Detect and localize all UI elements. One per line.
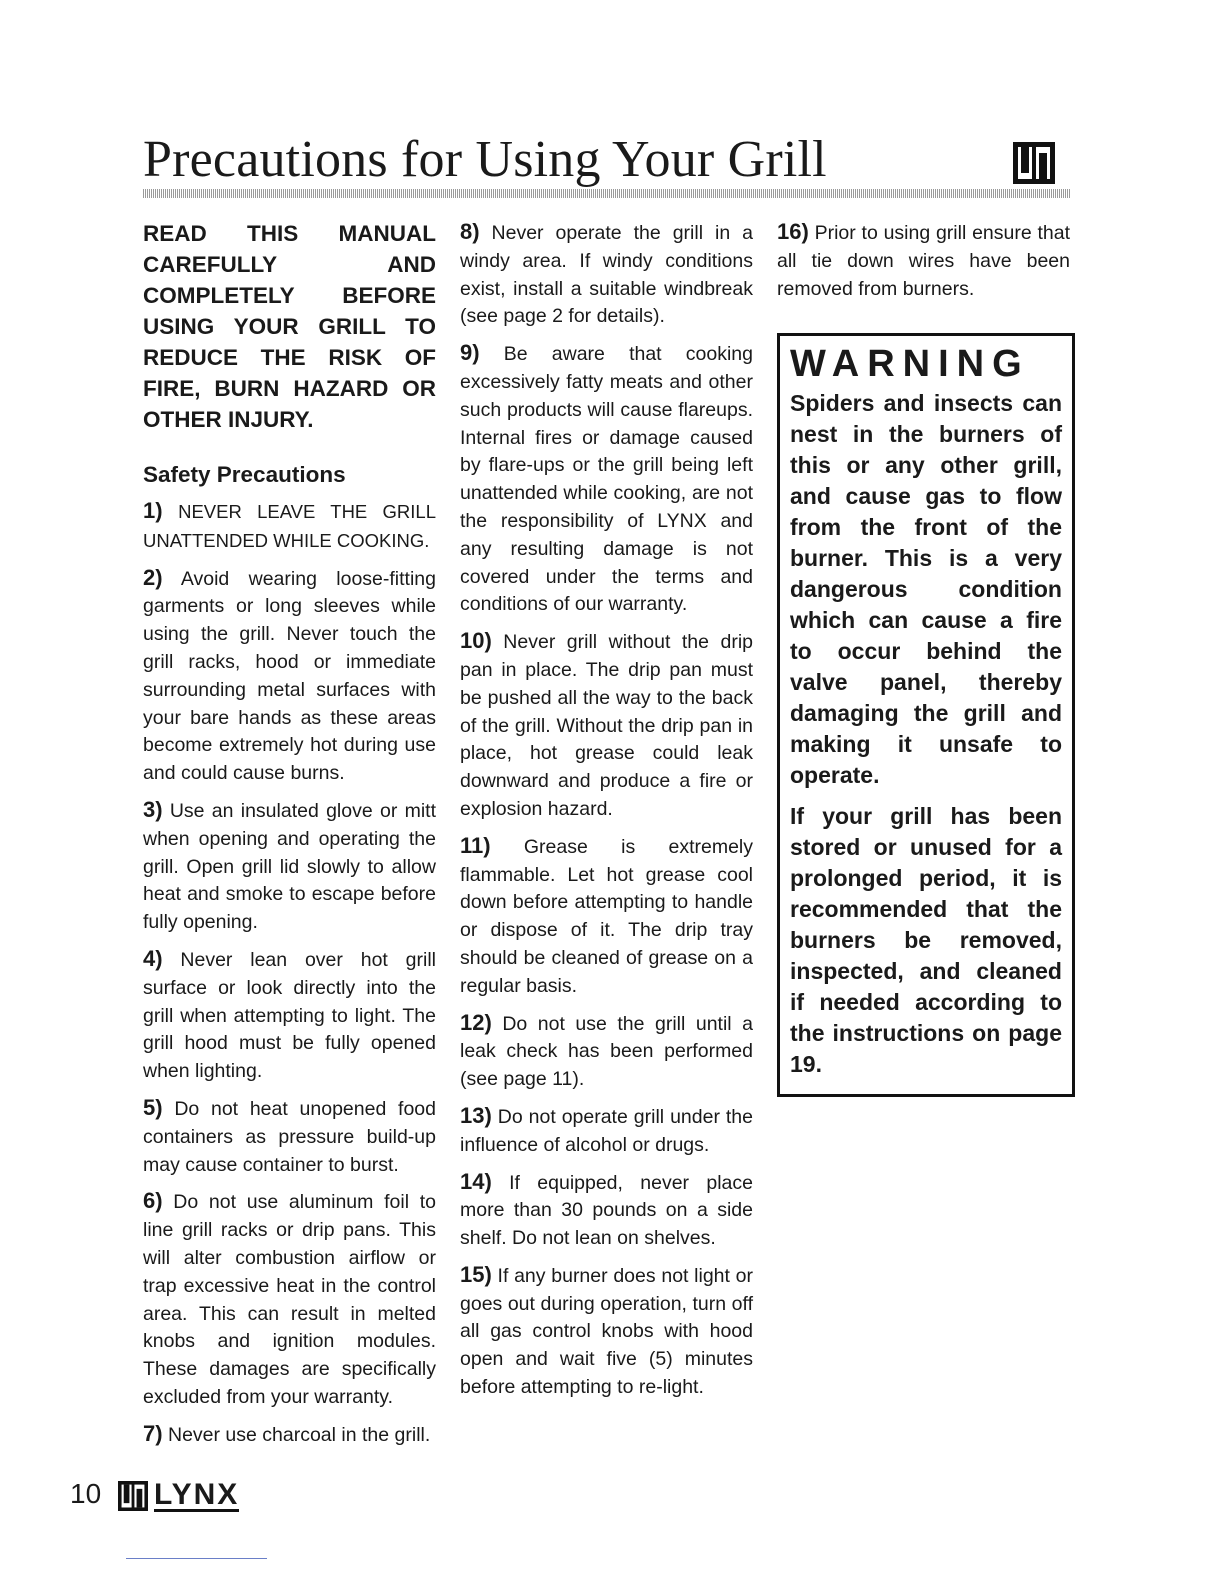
- title-divider: [143, 189, 1071, 198]
- precaution-item: 15) If any burner does not light or goes out during operation, turn off all gas control knobs with hood open and wait five (5) minutes before attempting to re-light.: [460, 1261, 754, 1399]
- precaution-item: 6) Do not use aluminum foil to line grill racks or drip pans. This will alter combustion airflow or trap excessive heat in the control area. This can result in melted knobs and ignition modules. These damages are specifically excluded from your warranty.: [143, 1188, 436, 1408]
- column-left: [143, 218, 436, 1458]
- lynx-logo-icon: [118, 1481, 148, 1511]
- section-heading: Safety Precautions: [143, 462, 346, 487]
- page-number: 10: [70, 1478, 102, 1509]
- precaution-item: 8) Never operate the grill in a windy area. If windy conditions exist, install a suitable windbreak (see page 2 for details).: [460, 219, 753, 328]
- precaution-item: 9) Be aware that cooking excessively fatty meats and other such products will cause flareups. Internal fires or damage caused by flare-ups or the grill being left unattended while cooking, are not the responsibility of LYNX and any resulting damage is not covered under the terms and conditions of our warranty.: [460, 340, 753, 616]
- warning-paragraph: Spiders and insects can nest in the burners of this or any other grill, and cause gas to flow from the front of the burner. This is a very dangerous condition which can cause a fire to occur behind the valve panel, thereby damaging the grill and making it unsafe to operate.: [790, 390, 1062, 789]
- precaution-item: 5) Do not heat unopened food containers as pressure build-up may cause container to burst.: [143, 1094, 436, 1176]
- precaution-item: 4) Never lean over hot grill surface or look directly into the grill when attempting to light. The grill hood must be fully opened when lighting.: [143, 945, 436, 1083]
- precaution-item: 2) Avoid wearing loose-fitting garments or long sleeves while using the grill. Never touch the grill racks, hood or immediate surrounding metal surfaces with your bare hands as these areas become extremely hot during use and could cause burns.: [143, 564, 436, 785]
- column-right: [777, 218, 1070, 1097]
- precaution-item: 3) Use an insulated glove or mitt when opening and operating the grill. Open grill lid slowly to allow heat and smoke to escape before fully opening.: [143, 796, 436, 934]
- brand-name: LYNX: [154, 1477, 240, 1511]
- warning-title: WARNING: [790, 343, 1030, 386]
- precaution-item: 7) Never use charcoal in the grill.: [143, 1420, 431, 1446]
- precaution-item: 11) Grease is extremely flammable. Let hot grease cool down before attempting to handle or dispose of it. The drip tray should be cleaned of grease on a regular basis.: [460, 832, 754, 997]
- page-title: Precautions for Using Your Grill: [143, 131, 827, 188]
- precaution-item: 10) Never grill without the drip pan in place. The drip pan must be pushed all the way to the back of the grill. Without the drip pan in place, hot grease could leak downward and produce a fire or explosion hazard.: [460, 628, 754, 820]
- bottom-rule: [126, 1558, 267, 1559]
- lynx-logo-icon: [1013, 142, 1055, 184]
- warning-paragraph: If your grill has been stored or unused for a prolonged period, it is recommended that the burners be removed, inspected, and cleaned if needed according to the instructions on page 19.: [790, 803, 1062, 1078]
- intro-notice: READ THIS MANUAL CAREFULLY AND COMPLETELY BEFORE USING YOUR GRILL TO REDUCE THE RISK OF FIRE, BURN HAZARD OR OTHER INJURY.: [143, 221, 436, 432]
- footer-logo: [118, 1478, 239, 1514]
- precaution-item: 16) Prior to using grill ensure that all tie down wires have been removed from burners.: [777, 219, 1070, 300]
- precaution-item: 12) Do not use the grill until a leak check has been performed (see page 11).: [460, 1009, 753, 1091]
- warning-box: [777, 333, 1075, 1097]
- column-middle: [460, 218, 753, 1410]
- precaution-item: 1) NEVER LEAVE THE GRILL UNATTENDED WHILE COOKING.: [143, 498, 436, 551]
- precaution-item: 14) If equipped, never place more than 30 pounds on a side shelf. Do not lean on shelves.: [460, 1168, 753, 1250]
- precaution-item: 13) Do not operate grill under the influence of alcohol or drugs.: [460, 1102, 753, 1156]
